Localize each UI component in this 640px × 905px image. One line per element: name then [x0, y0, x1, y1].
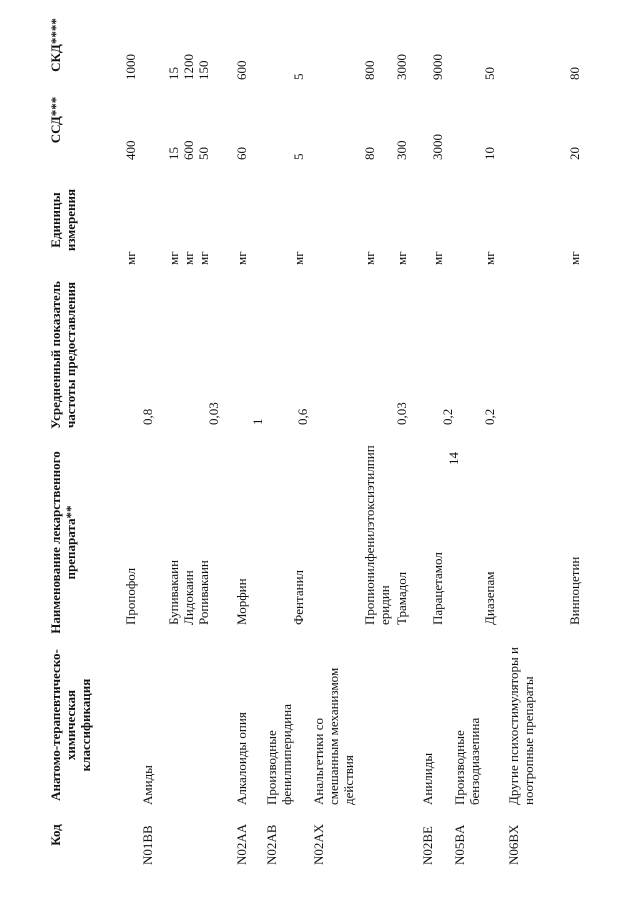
drug-skd: 800: [362, 60, 377, 80]
row-code: N02AA: [234, 823, 249, 865]
header-ssd: ССД***: [48, 96, 63, 144]
header-frequency: Усредненный показатель частоты предоставления: [48, 281, 78, 429]
header-classification: Анатомо-терапевтическо-химическая классификация: [48, 649, 93, 801]
drug-name: Ропивакаин: [196, 560, 211, 625]
drug-name: Пропофол: [123, 567, 138, 625]
header-skd: СКД****: [48, 18, 63, 72]
row-code: N02BE: [420, 826, 435, 865]
drug-skd: 80: [567, 67, 582, 80]
drug-name: Трамадол: [394, 571, 409, 625]
row-classification: Анилиды: [420, 752, 435, 805]
drug-unit: мг: [123, 251, 138, 265]
drug-skd: 5: [291, 73, 306, 80]
row-frequency: 0,6: [295, 408, 310, 425]
row-classification: Амиды: [140, 765, 155, 805]
drug-name: Диазепам: [482, 571, 497, 625]
drug-ssd: 10: [482, 147, 497, 160]
drug-ssd: 60: [234, 147, 249, 160]
row-code: N05BA: [452, 824, 467, 865]
row-frequency: 0,03: [206, 402, 221, 425]
drug-name: Фентанил: [291, 569, 306, 625]
drug-ssd: 300: [394, 140, 409, 160]
row-classification: Другие психостимуляторы и ноотропные препараты: [506, 647, 536, 805]
drug-skd: 9000: [430, 54, 445, 80]
row-frequency: 1: [250, 418, 265, 425]
drug-name: Пропионилфенилэтоксиэтилпиперидин: [362, 445, 392, 625]
header-code: Код: [48, 824, 63, 846]
drug-ssd: 400: [123, 140, 138, 160]
drug-unit: мг: [482, 251, 497, 265]
drug-skd: 15: [166, 67, 181, 80]
drug-unit: мг: [181, 251, 196, 265]
drug-unit: мг: [362, 251, 377, 265]
drug-name: Лидокаин: [181, 570, 196, 625]
row-classification: Производные бензодиазепина: [452, 717, 482, 805]
drug-name: Парацетамол: [430, 552, 445, 625]
row-code: N01BB: [140, 825, 155, 865]
drug-ssd: 20: [567, 147, 582, 160]
drug-unit: мг: [567, 251, 582, 265]
row-frequency: 0,03: [394, 402, 409, 425]
drug-unit: мг: [291, 251, 306, 265]
drug-unit: мг: [394, 251, 409, 265]
row-frequency: 0,2: [440, 408, 455, 425]
drug-skd: 1200: [181, 54, 196, 80]
row-code: N02AX: [311, 823, 326, 865]
header-drug-name: Наименование лекарственного препарата**: [48, 451, 78, 634]
drug-skd: 50: [482, 67, 497, 80]
drug-unit: мг: [430, 251, 445, 265]
drug-name: Бупивакаин: [166, 559, 181, 625]
drug-ssd: 15: [166, 147, 181, 160]
row-classification: Производные фенилпиперидина: [264, 704, 294, 805]
drug-skd: 600: [234, 60, 249, 80]
drug-name: Морфин: [234, 578, 249, 625]
row-frequency: 0,2: [482, 408, 497, 425]
drug-unit: мг: [166, 251, 181, 265]
drug-ssd: 5: [291, 153, 306, 160]
row-classification: Алкалоиды опия: [234, 712, 249, 805]
page-number: 14: [446, 452, 461, 465]
row-classification: Анальгетики со смешанным механизмом действия: [311, 667, 356, 805]
drug-skd: 1000: [123, 54, 138, 80]
drug-ssd: 50: [196, 147, 211, 160]
drug-skd: 3000: [394, 54, 409, 80]
drug-ssd: 80: [362, 147, 377, 160]
drug-unit: мг: [196, 251, 211, 265]
drug-ssd: 600: [181, 140, 196, 160]
row-frequency: 0,8: [140, 408, 155, 425]
drug-unit: мг: [234, 251, 249, 265]
header-units: Единицы измерения: [48, 188, 78, 252]
drug-ssd: 3000: [430, 134, 445, 160]
row-code: N02AB: [264, 824, 279, 865]
drug-name: Винпоцетин: [567, 556, 582, 625]
row-code: N06BX: [506, 824, 521, 865]
drug-skd: 150: [196, 60, 211, 80]
